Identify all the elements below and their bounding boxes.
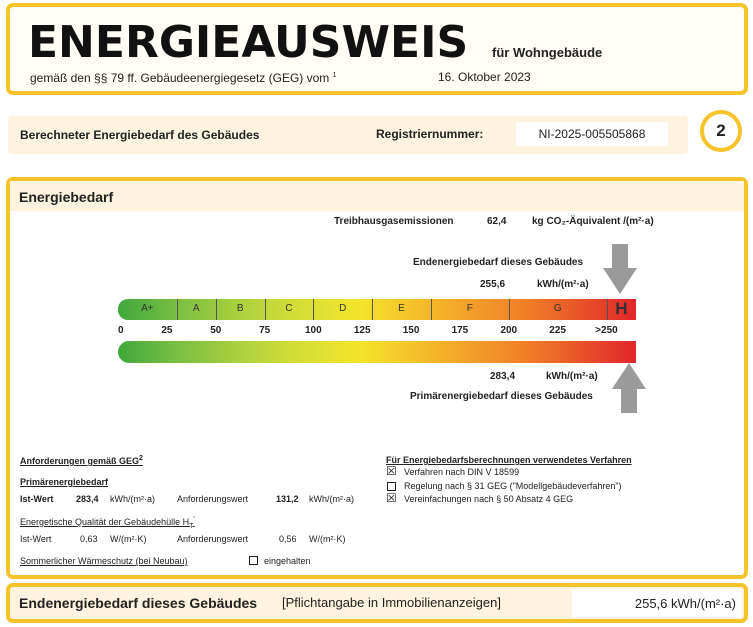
footer-label: Endenergiebedarf dieses Gebäudes <box>19 595 258 611</box>
class-separator <box>372 299 373 320</box>
ht-sup: ' <box>193 516 195 523</box>
legal-basis <box>30 71 337 85</box>
primary-energy-arrow-icon <box>612 363 646 413</box>
scale-tick: 25 <box>161 325 173 336</box>
summer-protection-label: Sommerlicher Wärmeschutz (bei Neubau) <box>20 556 188 566</box>
issue-date: 16. Oktober 2023 <box>438 70 531 84</box>
energiebedarf-heading-bar <box>10 181 744 211</box>
class-label-e: E <box>398 303 405 314</box>
ht-heading <box>20 516 195 530</box>
footer-value-box <box>572 589 742 617</box>
requirements-footnote: 2 <box>139 455 143 462</box>
scale-tick: 100 <box>304 325 322 336</box>
method-option-3 <box>386 491 686 506</box>
class-separator <box>431 299 432 320</box>
scale-tick: 200 <box>500 325 518 336</box>
requirements-heading <box>20 455 143 466</box>
footer-value: 255,6 kWh/(m²·a) <box>634 596 736 611</box>
ht-ist-value: 0,63 <box>80 534 98 544</box>
document-subtitle: für Wohngebäude <box>492 45 603 60</box>
footnote-mark: 1 <box>332 72 337 79</box>
method-heading: Für Energiebedarfsberechnungen verwendetes Verfahren <box>386 455 632 465</box>
ist-label: Ist-Wert <box>20 494 54 504</box>
ist-value: 283,4 <box>76 494 99 504</box>
energiebedarf-heading: Energiebedarf <box>19 189 114 205</box>
class-separator <box>509 299 510 320</box>
class-label-f: F <box>466 303 473 314</box>
class-label-b: B <box>236 303 244 314</box>
ghg-label: Treibhausgasemissionen <box>334 216 454 227</box>
scale-tick: 150 <box>402 325 420 336</box>
class-separator <box>177 299 178 320</box>
method-option-3-label: Vereinfachungen nach § 50 Absatz 4 GEG <box>404 494 574 504</box>
primary-heading: Primärenergiebedarf <box>20 477 109 487</box>
page-number: 2 <box>716 121 726 140</box>
scale-tick: 75 <box>259 325 271 336</box>
class-separator <box>607 299 608 320</box>
method-option-2-label: Regelung nach § 31 GEG ("Modellgebäudeverfahren") <box>404 481 622 491</box>
method-option-2 <box>386 481 686 493</box>
end-energy-arrow-icon <box>603 244 637 294</box>
method-option-1-label: Verfahren nach DIN V 18599 <box>404 467 520 477</box>
scale-tick: 225 <box>549 325 566 336</box>
ghg-unit: kg CO₂-Äquivalent /(m²·a) <box>532 216 654 227</box>
summer-protection-checkbox[interactable] <box>249 556 258 565</box>
scale-tick: 50 <box>210 325 222 336</box>
class-label-c: C <box>285 303 293 314</box>
ht-anf-value: 0,56 <box>279 534 297 544</box>
end-energy-value: 255,6 <box>480 279 506 290</box>
info-bar <box>8 116 688 154</box>
method-option-1 <box>386 464 686 479</box>
legal-basis-text: gemäß den §§ 79 ff. Gebäudeenergiegesetz (GEG) vom <box>30 71 330 85</box>
ist-unit: kWh/(m²·a) <box>110 494 155 504</box>
primary-energy-label: Primärenergiebedarf dieses Gebäudes <box>410 391 593 402</box>
primary-energy-arrow-shape <box>612 363 646 413</box>
ht-anf-label: Anforderungswert <box>177 534 249 544</box>
class-label-g: G <box>553 303 562 314</box>
class-label-h: H <box>615 299 628 318</box>
class-label-d: D <box>339 303 347 314</box>
page-number-badge <box>700 110 742 152</box>
document-title: ENERGIEAUSWEIS <box>28 17 469 68</box>
registration-number: NI-2025-005505868 <box>516 122 668 146</box>
end-energy-unit: kWh/(m²·a) <box>537 279 589 290</box>
end-energy-arrow-shape <box>603 244 637 294</box>
class-separator <box>216 299 217 320</box>
registration-label: Registriernummer: <box>376 127 484 141</box>
class-label-a: A <box>192 303 200 314</box>
scale-tick: 0 <box>118 325 124 336</box>
requirements-heading-text: Anforderungen gemäß GEG <box>20 456 140 466</box>
class-separator <box>313 299 314 320</box>
scale-tick: 175 <box>451 325 469 336</box>
primary-energy-value: 283,4 <box>490 371 516 382</box>
scale-ticks <box>118 325 636 337</box>
info-bar-label: Berechneter Energiebedarf des Gebäudes <box>20 128 260 142</box>
footer-note: [Pflichtangabe in Immobilienanzeigen] <box>282 595 501 610</box>
scale-tick: >250 <box>595 325 618 336</box>
method-option-3-checkbox[interactable]: ☒ <box>386 491 397 505</box>
footer-box <box>6 583 748 623</box>
ht-sub: T <box>189 522 194 530</box>
class-separator <box>265 299 266 320</box>
primary-scale-bar <box>118 341 636 363</box>
ht-anf-unit: W/(m²·K) <box>309 534 346 544</box>
ht-ist-label: Ist-Wert <box>20 534 52 544</box>
primary-energy-unit: kWh/(m²·a) <box>546 371 598 382</box>
class-label-aplus: A+ <box>141 303 154 314</box>
summer-protection-option: eingehalten <box>264 556 311 566</box>
end-energy-label: Endenergiebedarf dieses Gebäudes <box>413 257 584 268</box>
anf-label: Anforderungswert <box>177 494 249 504</box>
anf-unit: kWh/(m²·a) <box>309 494 354 504</box>
anf-value: 131,2 <box>276 494 299 504</box>
header-box <box>6 3 748 95</box>
efficiency-scale-bar <box>118 299 636 320</box>
method-option-2-checkbox[interactable] <box>387 482 396 491</box>
ht-ist-unit: W/(m²·K) <box>110 534 147 544</box>
ghg-value: 62,4 <box>487 216 507 227</box>
scale-tick: 125 <box>353 325 371 336</box>
ht-heading-text: Energetische Qualität der Gebäudehülle H <box>20 517 190 527</box>
class-labels <box>118 299 636 320</box>
method-option-1-checkbox[interactable]: ☒ <box>386 464 397 478</box>
